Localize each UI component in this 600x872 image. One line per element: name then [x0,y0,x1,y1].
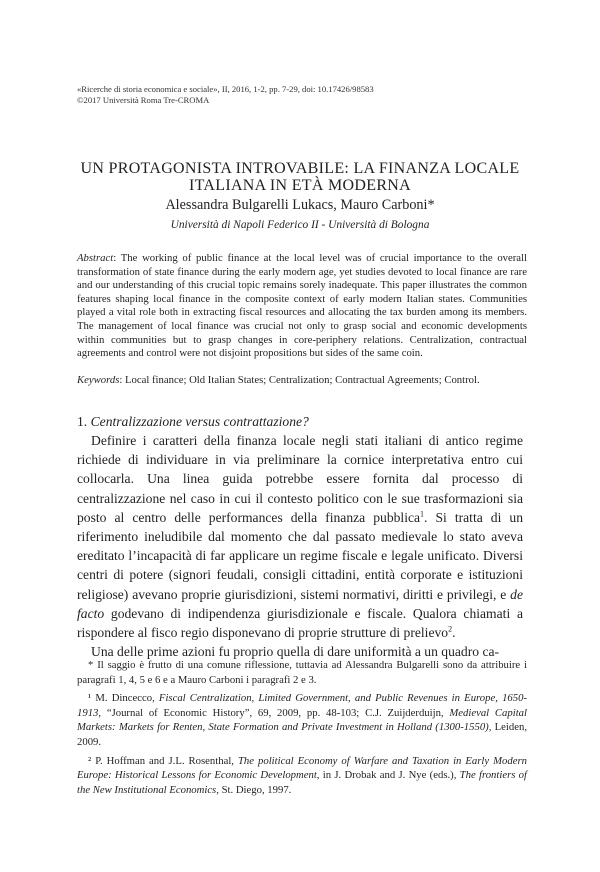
abstract [77,252,527,361]
p1-part-c: godevano di indipendenza giurisdizionale e fiscale. Qualora chiamati a rispondere al fisco regio disponevano di proprie strutture di prelievo [77,605,523,641]
fn1-part-c: , Leiden, 2009. [77,721,527,748]
fn1-part-b: , “Journal of Economic History”, 69, 2009, pp. 48-103; C.J. Zuijderduijn, [98,706,450,719]
fn2-italic-2: The frontiers of the New Institutional Economics [77,769,527,796]
copyright-line: ©2017 Università Roma Tre-CROMA [77,95,210,105]
abstract-text: : The working of public finance at the local level was of crucial importance to the overall transformation of state finance during the early modern age, yet studies devoted to local finance are rare and our understanding of this crucial topic remains sorely inadequate. This paper illustrates the common features shaping local finance in the composite context of early modern Italian states. Communities played a vital role both in extracting fiscal resources and allocating the tax burden among its members. The management of local finance was crucial not only to grasp social and economic developments within communities but to grasp changes in core-periphery relations. Centralization, contractual agreements and control were not disjoint propositions but sides of the same coin. [77,252,527,360]
fn2-italic-1: The political Economy of Warfare and Taxation in Early Modern Europe: Historical Lessons for Economic Development [77,754,527,782]
author-affiliation: Università di Napoli Federico II - Università di Bologna [170,219,430,231]
paragraph-1 [77,431,523,642]
footnote-ref-1[interactable]: 1 [420,509,425,519]
keywords-label: Keywords [77,374,120,386]
keywords [77,374,537,388]
section-heading [77,413,527,430]
abstract-label: Abstract [77,252,114,264]
p1-italic: de facto [77,586,523,621]
p1-part-d: . [452,625,456,641]
footnote-ref-2[interactable]: 2 [448,624,453,634]
fn1-part-a: ¹ M. Dincecco, [88,692,159,705]
footnote-1 [77,691,527,749]
section-number: 1. [77,414,91,429]
p1-part-b: . Si tratta di un riferimento ineludibile dal momento che dal passato medievale lo stato aveva ereditato l’incapacità di far applicare un regime fiscale e legale unificato. Diversi centri di potere (signori feudali, consigli cittadini, entità corporate e istituzioni religiose) avevano proprie giurisdizioni, sistemi normativi, diritti e privilegi, e [77,509,523,602]
author-names: Alessandra Bulgarelli Lukacs, Mauro Carboni* [165,197,435,213]
title-line-1: UN PROTAGONISTA INTROVABILE: LA FINANZA LOCALE [80,160,520,177]
paragraph-2: Una delle prime azioni fu proprio quella di dare uniformità a un quadro ca- [91,644,500,660]
citation-line: «Ricerche di storia economica e sociale», II, 2016, 1-2, pp. 7-29, doi: 10.17426/98583 [77,84,374,94]
keywords-text: : Local finance; Old Italian States; Centralization; Contractual Agreements; Control. [119,374,480,386]
journal-header [77,84,527,106]
article-title [60,160,540,194]
fn2-part-c: , St. Diego, 1997. [216,783,292,796]
fn2-part-a: ² P. Hoffman and J.L. Rosenthal, [88,754,238,767]
fn1-italic-2: Medieval Capital Markets: Markets for Renten, State Formation and Private Investment in Holland (1300-1550) [77,706,527,734]
body-text [77,431,523,661]
fn2-part-b: , in J. Drobak and J. Nye (eds.), [316,769,460,782]
p1-part-a: Definire i caratteri della finanza locale negli stati italiani di antico regime richiede di individuare in via preliminare la cornice interpretativa entro cui collocarla. Una linea guida potrebbe essere fornita dal processo di centralizzazione nel caso in cui il contesto politico con le sue trasformazioni sia posto al centro delle performances della finanza pubblica [77,433,523,525]
fn1-italic-1: Fiscal Centralization, Limited Government, and Public Revenues in Europe, 1650-1913 [77,692,528,719]
footnote-2 [77,754,527,798]
footnote-author: * Il saggio è frutto di una comune riflessione, tuttavia ad Alessandra Bulgarelli sono da attribuire i paragrafi 1, 4, 5 e 6 e a Mauro Carboni i paragrafi 2 e 3. [77,659,527,686]
section-title: Centralizzazione versus contrattazione? [90,414,309,429]
footnotes [77,658,527,801]
title-line-2: ITALIANA IN ETÀ MODERNA [188,177,412,194]
